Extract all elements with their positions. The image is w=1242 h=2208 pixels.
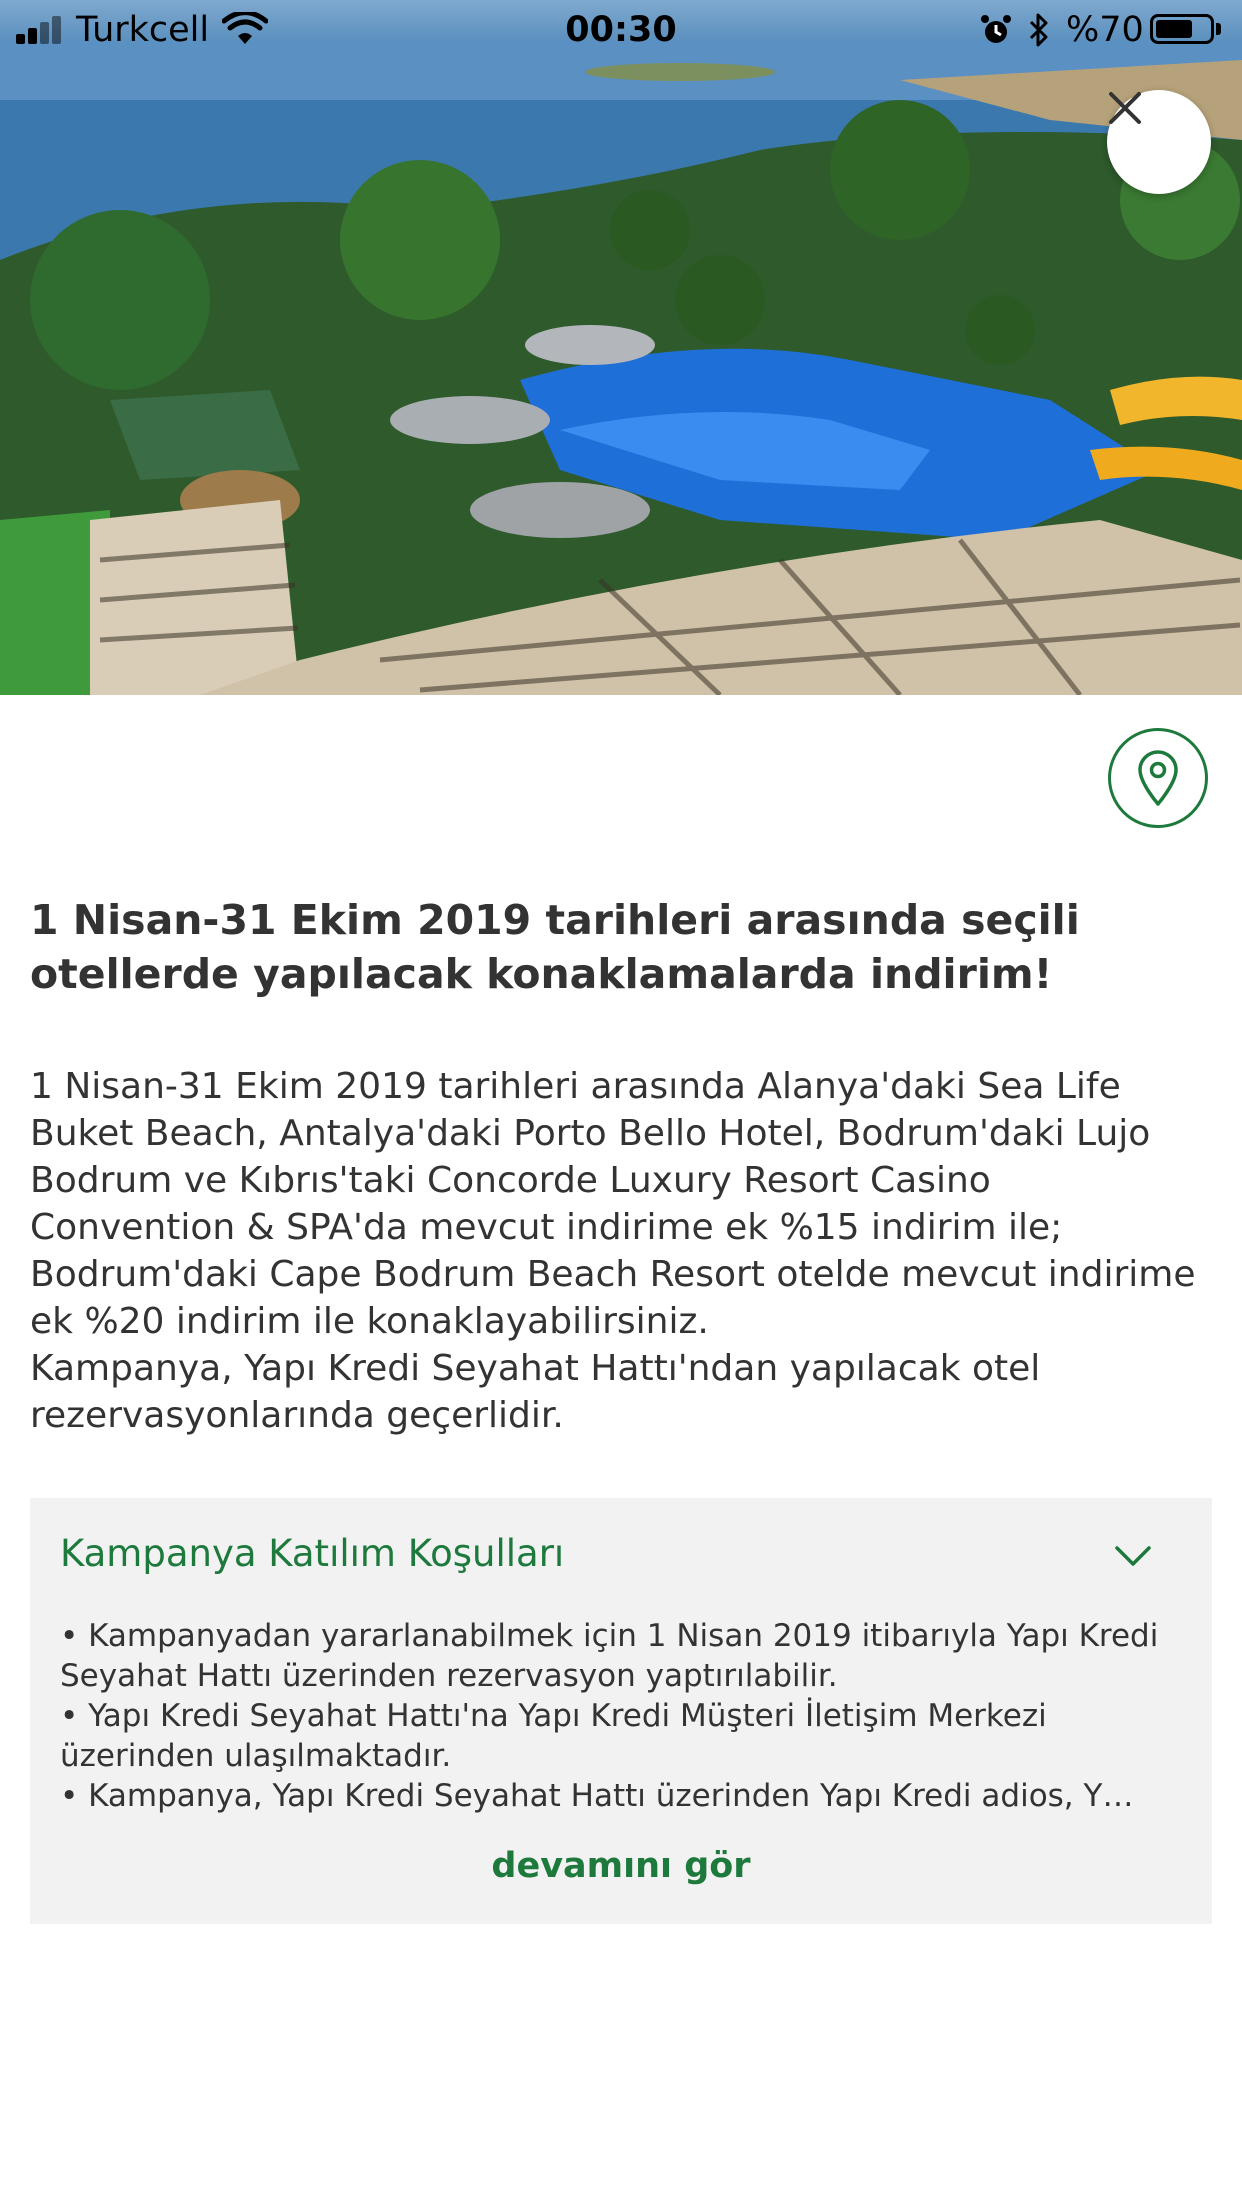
description-paragraph: 1 Nisan-31 Ekim 2019 tarihleri arasında Alanya'daki Sea Life Buket Beach, Antalya'daki Porto Bello Hotel, Bodrum'daki Lujo Bodrum ve Kıbrıs'taki Concorde Luxury Resort Casino Convention & SPA'da mevcut indirime ek %15 indirim ile; Bodrum'daki Cape Bodrum Beach Resort otelde mevcut indirime ek %20 indirim ile konaklayabilirsiniz. <box>30 1066 1196 1342</box>
location-button[interactable] <box>1108 728 1208 828</box>
chevron-down-icon[interactable] <box>1113 1542 1153 1570</box>
conditions-list <box>60 1616 1200 1816</box>
close-icon <box>1107 90 1143 126</box>
clock-time: 00:30 <box>565 10 677 50</box>
close-button[interactable] <box>1107 90 1211 194</box>
condition-item: • Kampanyadan yararlanabilmek için 1 Nisan 2019 itibarıyla Yapı Kredi Seyahat Hattı üzerinden rezervasyon yaptırılabilir. <box>60 1618 1159 1694</box>
status-bar <box>0 0 1242 60</box>
condition-item: • Kampanya, Yapı Kredi Seyahat Hattı üzerinden Yapı Kredi adios, Y… <box>60 1778 1134 1814</box>
conditions-title[interactable]: Kampanya Katılım Koşulları <box>60 1532 565 1575</box>
hotel-photo <box>0 0 1242 695</box>
bluetooth-icon <box>1028 12 1050 48</box>
carrier-name: Turkcell <box>76 10 210 50</box>
campaign-description <box>30 1063 1200 1439</box>
condition-item: • Yapı Kredi Seyahat Hattı'na Yapı Kredi Müşteri İletişim Merkezi üzerinden ulaşılmaktadır. <box>60 1698 1047 1774</box>
campaign-title: 1 Nisan-31 Ekim 2019 tarihleri arasında seçili otellerde yapılacak konaklamalarda indirim! <box>30 896 1080 998</box>
battery-percentage: %70 <box>1066 10 1144 50</box>
battery-cap <box>1216 23 1221 35</box>
show-more-link[interactable]: devamını gör <box>491 1846 751 1886</box>
map-pin-icon <box>1136 749 1180 807</box>
participation-conditions-card <box>30 1498 1212 1924</box>
description-paragraph: Kampanya, Yapı Kredi Seyahat Hattı'ndan yapılacak otel rezervasyonlarında geçerlidir. <box>30 1348 1041 1436</box>
alarm-icon <box>980 14 1012 46</box>
hotel-photo-illustration <box>0 0 1242 695</box>
battery-icon <box>1150 14 1214 44</box>
battery-level-fill <box>1156 20 1192 38</box>
